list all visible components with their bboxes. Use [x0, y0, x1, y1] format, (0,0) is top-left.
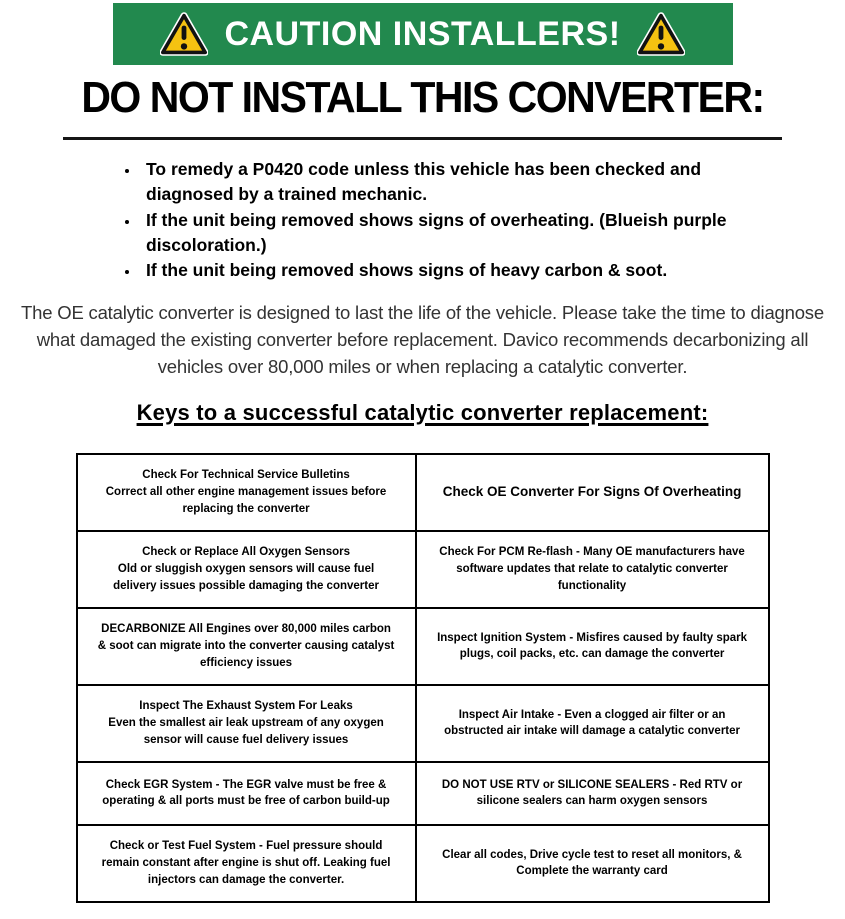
table-row — [77, 608, 769, 685]
table-cell-left: Check or Replace All Oxygen Sensors Old or sluggish oxygen sensors will cause fuel delivery issues possible damaging the converter — [77, 531, 416, 608]
page-title: DO NOT INSTALL THIS CONVERTER: — [81, 72, 764, 122]
divider-line — [63, 137, 782, 140]
table-cell-right: Inspect Air Intake - Even a clogged air filter or an obstructed air intake will damage a catalytic converter — [416, 685, 769, 762]
warning-list-item: • If the unit being removed shows signs of heavy carbon & soot. — [140, 258, 755, 283]
warning-triangle-icon — [637, 12, 685, 56]
warning-list-item: • If the unit being removed shows signs of overheating. (Blueish purple discoloration.) — [140, 208, 755, 258]
warning-triangle-icon — [160, 12, 208, 56]
table-cell-left: DECARBONIZE All Engines over 80,000 miles carbon & soot can migrate into the converter causing catalyst efficiency issues — [77, 608, 416, 685]
table-cell-left: Inspect The Exhaust System For Leaks Even the smallest air leak upstream of any oxygen sensor will cause fuel delivery issues — [77, 685, 416, 762]
table-cell-right: DO NOT USE RTV or SILICONE SEALERS - Red RTV or silicone sealers can harm oxygen sensors — [416, 762, 769, 825]
table-cell-right: Check OE Converter For Signs Of Overheating — [416, 454, 769, 531]
flyer-page — [0, 3, 845, 919]
table-cell-right: Inspect Ignition System - Misfires caused by faulty spark plugs, coil packs, etc. can damage the converter — [416, 608, 769, 685]
table-row — [77, 454, 769, 531]
table-cell-right: Clear all codes, Drive cycle test to reset all monitors, & Complete the warranty card — [416, 825, 769, 902]
banner-title: CAUTION INSTALLERS! — [224, 14, 621, 53]
table-row — [77, 762, 769, 825]
table-row — [77, 531, 769, 608]
table-cell-left: Check For Technical Service Bulletins Correct all other engine management issues before replacing the converter — [77, 454, 416, 531]
warning-list — [122, 157, 755, 283]
table-row — [77, 685, 769, 762]
caution-banner — [113, 3, 733, 65]
table-row — [77, 825, 769, 902]
table-cell-right: Check For PCM Re-flash - Many OE manufacturers have software updates that relate to catalytic converter functionality — [416, 531, 769, 608]
warning-list-item: • To remedy a P0420 code unless this vehicle has been checked and diagnosed by a trained mechanic. — [140, 157, 755, 207]
intro-paragraph: The OE catalytic converter is designed to last the life of the vehicle. Please take the time to diagnose what damaged the existing converter before replacement. Davico recommends decarbonizing all vehicles over 80,000 miles or when replacing a catalytic converter. — [21, 302, 824, 377]
table-cell-left: Check or Test Fuel System - Fuel pressure should remain constant after engine is shut off. Leaking fuel injectors can damage the converter. — [77, 825, 416, 902]
keys-table — [76, 453, 770, 903]
keys-heading: Keys to a successful catalytic converter replacement: — [136, 399, 709, 425]
table-cell-left: Check EGR System - The EGR valve must be free & operating & all ports must be free of carbon build-up — [77, 762, 416, 825]
